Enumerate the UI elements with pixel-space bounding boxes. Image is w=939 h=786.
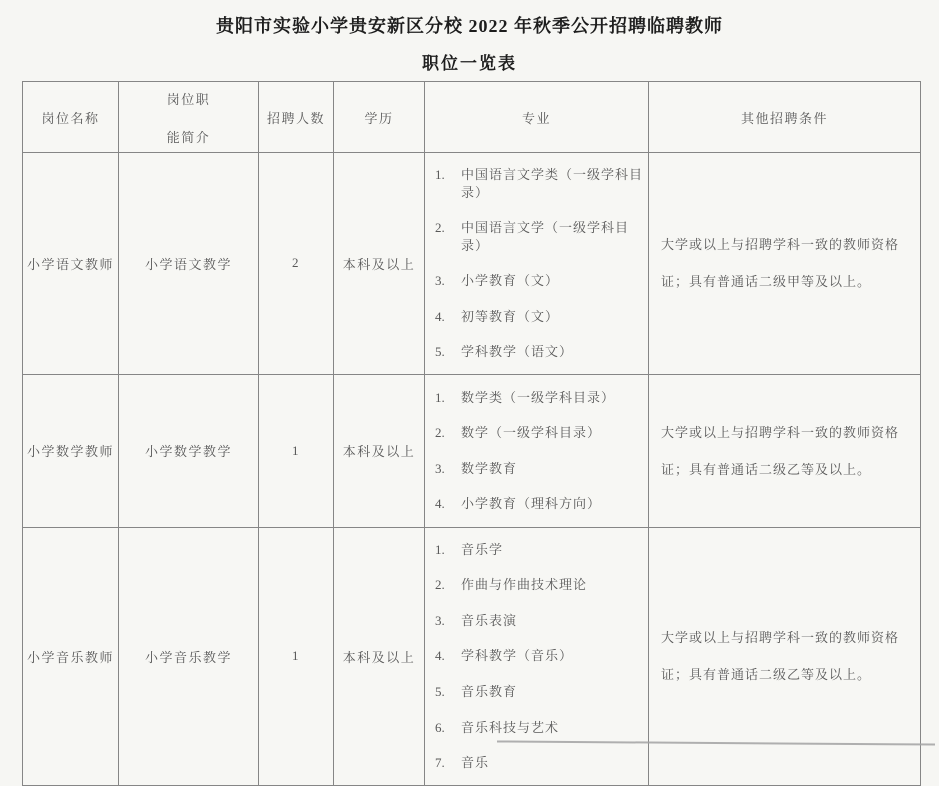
major-text: 音乐科技与艺术 (461, 719, 560, 735)
cell-position: 小学数学教师 (23, 374, 119, 527)
major-item (435, 210, 644, 263)
other-conditions-text: 大学或以上与招聘学科一致的教师资格证；具有普通话二级乙等及以上。 (661, 424, 900, 477)
major-number: 2. (435, 425, 445, 441)
cell-count: 1 (259, 527, 334, 785)
cell-count: 2 (259, 153, 334, 375)
major-number: 3. (435, 612, 445, 628)
major-text: 作曲与作曲技术理论 (461, 577, 588, 593)
cell-other-conditions (649, 374, 921, 527)
cell-other-conditions (649, 153, 921, 375)
header-count: 招聘人数 (259, 82, 334, 153)
positions-table (22, 81, 921, 786)
major-text: 音乐表演 (461, 612, 518, 628)
major-item (435, 157, 644, 210)
major-number: 5. (435, 344, 445, 360)
cell-majors (425, 527, 649, 785)
major-number: 5. (435, 684, 445, 700)
major-item (435, 567, 644, 603)
cell-other-conditions (649, 527, 921, 785)
table-row-music-teacher (23, 527, 921, 785)
major-text: 数学教育 (461, 460, 518, 476)
header-duty (119, 82, 259, 153)
major-item (435, 299, 644, 335)
cell-duty: 小学语文教学 (119, 153, 259, 375)
major-text: 小学教育（文） (461, 273, 560, 289)
header-position: 岗位名称 (23, 82, 119, 153)
major-text: 数学（一级学科目录） (461, 425, 602, 441)
major-text: 学科教学（语文） (461, 344, 574, 360)
table-row-math-teacher (23, 374, 921, 527)
header-other-conditions: 其他招聘条件 (649, 82, 921, 153)
major-text: 数学类（一级学科目录） (461, 389, 616, 405)
cell-education: 本科及以上 (334, 153, 425, 375)
cell-majors (425, 153, 649, 375)
header-duty-line1: 岗位职 (166, 91, 211, 107)
cell-position: 小学语文教师 (23, 153, 119, 375)
major-text: 学科教学（音乐） (461, 648, 574, 664)
major-item (435, 603, 644, 639)
major-item (435, 674, 644, 710)
major-number: 4. (435, 648, 445, 664)
major-number: 7. (435, 755, 445, 771)
major-number: 2. (435, 577, 445, 593)
major-text: 音乐学 (461, 541, 504, 557)
major-text: 小学教育（理科方向） (461, 496, 602, 512)
major-number: 4. (435, 496, 445, 512)
major-text: 音乐教育 (461, 684, 518, 700)
major-number: 4. (435, 308, 445, 324)
major-item (435, 415, 644, 451)
other-conditions-text: 大学或以上与招聘学科一致的教师资格证；具有普通话二级甲等及以上。 (661, 237, 900, 290)
cell-education: 本科及以上 (334, 374, 425, 527)
document-title-line2: 职位一览表 (422, 54, 517, 73)
major-text: 中国语言文学类（一级学科目录） (461, 167, 644, 200)
major-number: 1. (435, 167, 445, 182)
cell-education: 本科及以上 (334, 527, 425, 785)
table-header-row (23, 82, 921, 153)
major-number: 3. (435, 273, 445, 289)
document-title (0, 0, 939, 74)
major-item (435, 334, 644, 370)
header-duty-line2: 能简介 (166, 129, 211, 145)
major-item (435, 638, 644, 674)
major-item (435, 263, 644, 299)
cell-duty: 小学音乐教学 (119, 527, 259, 785)
cell-count: 1 (259, 374, 334, 527)
major-item (435, 710, 644, 746)
major-number: 1. (435, 541, 445, 557)
table-row-chinese-teacher (23, 153, 921, 375)
major-text: 音乐 (461, 755, 490, 771)
major-item (435, 486, 644, 522)
major-item (435, 451, 644, 487)
major-item (435, 380, 644, 416)
header-major: 专业 (425, 82, 649, 153)
header-education: 学历 (334, 82, 425, 153)
major-text: 中国语言文学（一级学科目录） (461, 220, 630, 253)
cell-majors (425, 374, 649, 527)
major-number: 3. (435, 460, 445, 476)
major-item (435, 745, 644, 781)
cell-position: 小学音乐教师 (23, 527, 119, 785)
major-number: 2. (435, 220, 445, 236)
cell-duty: 小学数学教学 (119, 374, 259, 527)
major-item (435, 532, 644, 568)
major-number: 6. (435, 719, 445, 735)
document-title-line1: 贵阳市实验小学贵安新区分校 2022 年秋季公开招聘临聘教师 (216, 16, 723, 36)
major-text: 初等教育（文） (461, 308, 560, 324)
major-number: 1. (435, 389, 445, 405)
other-conditions-text: 大学或以上与招聘学科一致的教师资格证；具有普通话二级乙等及以上。 (661, 630, 900, 683)
